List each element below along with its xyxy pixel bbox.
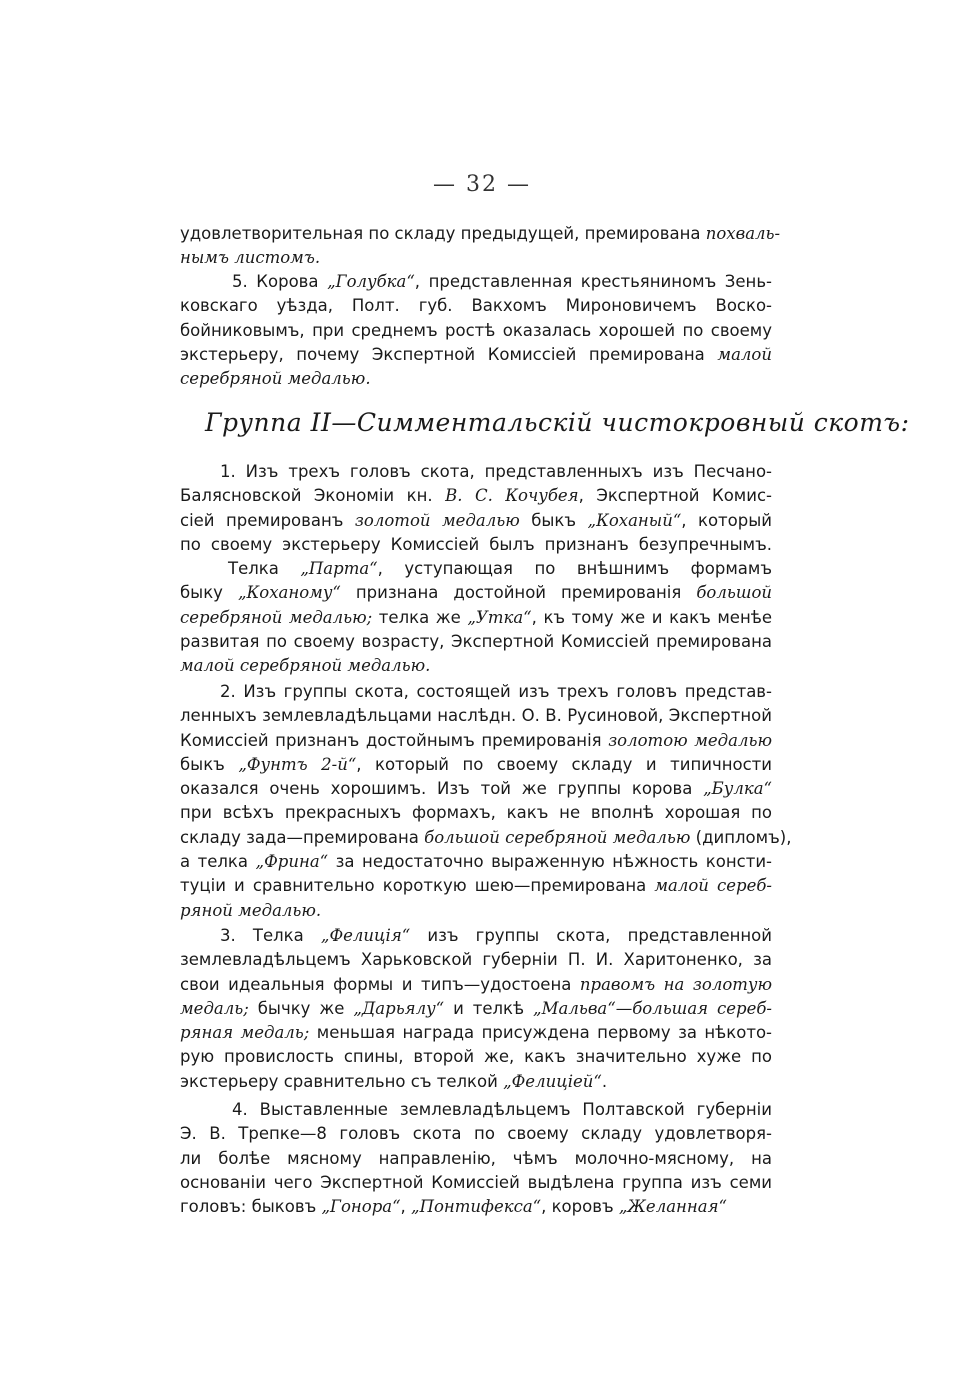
text-run: экстерьеру, почему Экспертной Комиссіей премирована — [180, 344, 718, 364]
text-run: развитая по своему возрасту, Экспертной Комиссіей премирована — [180, 632, 772, 652]
text-line — [180, 1098, 772, 1122]
text-run: быкъ — [180, 754, 239, 774]
paragraph-continuation — [180, 222, 781, 271]
text-run: 1. Изъ трехъ головъ скота, представленныхъ изъ Песчано- — [220, 462, 772, 481]
italic-text: ряная медаль; — [180, 1023, 310, 1043]
paragraph-group-2-item-4 — [180, 1098, 772, 1219]
text-line — [180, 874, 772, 898]
text-run: быку — [180, 583, 238, 603]
text-run: 2. Изъ группы скота, состоящей изъ трехъ головъ представ- — [220, 682, 772, 701]
text-line — [180, 294, 772, 318]
text-run: телка же — [372, 607, 468, 627]
text-run: , который по своему складу и типичности — [356, 754, 772, 774]
text-run: экстерьеру сравнительно съ телкой — [180, 1071, 504, 1091]
italic-text: серебряной медалью; — [180, 607, 373, 627]
text-run: быкъ — [519, 510, 588, 530]
text-run: , Экспертной Комис- — [578, 486, 772, 506]
text-line — [180, 1147, 772, 1171]
text-run: рую провислость спины, второй же, какъ значительно хуже по — [180, 1047, 772, 1067]
text-run: и телкѣ — [444, 998, 534, 1018]
text-line — [180, 654, 772, 678]
italic-text: „Желанная“ — [618, 1197, 727, 1217]
text-run: 5. Корова — [232, 272, 328, 291]
text-line — [180, 484, 772, 508]
text-run: , который — [681, 510, 772, 530]
text-run: ленныхъ землевладѣльцами наслѣдн. О. В. Русиновой, Экспертной — [180, 706, 772, 726]
italic-text: „Понтифекса“ — [411, 1197, 542, 1217]
text-run: , — [400, 1197, 412, 1217]
italic-text: „Фунтъ 2-й“ — [238, 754, 357, 774]
text-run: признана достойной премированія — [340, 583, 697, 603]
text-run: туціи и сравнительно короткую шею—премирована — [180, 876, 655, 896]
text-run: за недостаточно выраженную нѣжность консти- — [328, 852, 772, 872]
text-run: оказался очень хорошимъ. Изъ той же группы корова — [180, 779, 704, 799]
italic-text: ряной медалью. — [180, 900, 322, 920]
paragraph-group-2-item-2 — [180, 680, 792, 923]
text-line — [180, 948, 772, 972]
text-run: удовлетворительная по складу предыдущей, премирована — [180, 224, 706, 243]
text-line — [180, 509, 772, 533]
text-line — [180, 630, 772, 654]
text-line — [180, 1045, 772, 1069]
text-line — [180, 270, 772, 294]
page-number: — 32 — — [433, 172, 531, 197]
text-line — [180, 924, 772, 948]
italic-text: „Фелиція“ — [320, 926, 411, 945]
italic-text: „Парта“ — [300, 559, 378, 579]
text-run: Э. В. Трепке—8 головъ скота по своему складу удовлетворя- — [180, 1124, 772, 1144]
italic-text: серебряной медалью. — [180, 369, 371, 389]
italic-text: большой — [696, 583, 773, 603]
text-run: при всѣхъ прекрасныхъ формахъ, какъ не вполнѣ хорошая по — [180, 803, 772, 823]
paragraph-group-2-item-1 — [180, 460, 772, 679]
text-line — [180, 343, 772, 367]
italic-text: „Гонора“ — [321, 1197, 401, 1217]
text-line — [180, 826, 792, 850]
text-line — [180, 1021, 772, 1045]
text-run: а телка — [180, 852, 256, 872]
italic-text: похваль- — [705, 224, 781, 243]
paragraph-5 — [180, 270, 772, 391]
text-line — [180, 460, 772, 484]
text-line — [180, 246, 772, 270]
italic-text: „Фрина“ — [255, 852, 329, 872]
italic-text: „Фелиціей“ — [503, 1071, 602, 1091]
italic-text: „Коханому“ — [237, 583, 341, 603]
text-run: 3. Телка — [220, 926, 321, 945]
italic-text: „Коханый“ — [587, 510, 682, 530]
text-line — [180, 1070, 772, 1094]
text-run: головъ: быковъ — [180, 1197, 322, 1217]
italic-text: „Голубка“ — [327, 272, 415, 291]
text-run: Балясновской Экономіи кн. — [180, 486, 446, 506]
text-run: по своему экстерьеру Комиссіей былъ признанъ безупречнымъ. — [180, 534, 772, 554]
text-run: , коровъ — [541, 1197, 619, 1217]
italic-text: „Мальва“—большая сереб- — [533, 998, 772, 1018]
paragraph-group-2-item-3 — [180, 924, 772, 1094]
text-line — [180, 753, 772, 777]
italic-text: нымъ листомъ. — [180, 248, 321, 268]
text-line — [180, 581, 772, 605]
text-run: Комиссіей признанъ достойнымъ премированія — [180, 730, 609, 750]
text-run: бычку же — [248, 998, 354, 1018]
text-line — [180, 997, 772, 1021]
text-run: (дипломъ), — [690, 827, 792, 847]
text-line — [180, 680, 772, 704]
text-line — [180, 801, 772, 825]
text-line — [180, 533, 772, 557]
text-line — [180, 222, 781, 246]
text-line — [180, 606, 772, 630]
text-run: , представленная крестьяниномъ Зень- — [414, 272, 772, 291]
text-run: бойниковымъ, при среднемъ ростѣ оказалась хорошей по своему — [180, 320, 772, 340]
text-run: ковскаго уѣзда, Полт. губ. Вакхомъ Мироновичемъ Воско- — [180, 296, 772, 316]
italic-text: большой серебряной медалью — [424, 827, 691, 847]
italic-text: малой сереб- — [654, 876, 773, 896]
text-run: меньшая награда присуждена первому за нѣкото- — [309, 1023, 772, 1043]
text-run: . — [601, 1071, 608, 1091]
italic-text: В. С. Кочубея — [445, 486, 579, 506]
text-run: ли болѣе мясному направленію, чѣмъ молочно-мясному, на — [180, 1148, 772, 1168]
text-run: , къ тому же и какъ менѣе — [531, 607, 772, 627]
text-line — [180, 1171, 772, 1195]
text-line — [180, 777, 772, 801]
italic-text: „Дарьялу“ — [353, 998, 445, 1018]
text-line — [180, 899, 772, 923]
text-line — [180, 1122, 772, 1146]
text-run: сіей премированъ — [180, 510, 355, 530]
italic-text: „Утка“ — [467, 607, 532, 627]
text-line — [180, 704, 772, 728]
text-run: , уступающая по внѣшнимъ формамъ — [377, 559, 772, 579]
section-heading: Группа II—Симментальскій чистокровный скотъ: — [205, 408, 910, 437]
italic-text: золотою медалью — [608, 730, 772, 750]
text-line — [180, 557, 772, 581]
text-run: складу зада—премирована — [180, 827, 425, 847]
text-line — [180, 367, 772, 391]
text-run: землевладѣльцемъ Харьковской губерніи П. И. Харитоненко, за — [180, 950, 772, 970]
text-run: Телка — [228, 559, 301, 579]
italic-text: малой серебряной медалью. — [180, 656, 431, 676]
italic-text: малой — [717, 344, 772, 364]
italic-text: золотой медалью — [354, 510, 520, 530]
text-line — [180, 729, 772, 753]
italic-text: „Булка“ — [703, 779, 772, 799]
text-line — [180, 1195, 772, 1219]
text-run: изъ группы скота, представленной — [410, 926, 772, 945]
text-run: 4. Выставленные землевладѣльцемъ Полтавской губерніи — [232, 1100, 772, 1119]
italic-text: медаль; — [180, 998, 249, 1018]
text-line — [180, 850, 772, 874]
text-run: основаніи чего Экспертной Комиссіей выдѣлена группа изъ семи — [180, 1172, 772, 1192]
italic-text: правомъ на золотую — [579, 974, 772, 994]
text-line — [180, 973, 772, 997]
text-line — [180, 319, 772, 343]
text-run: свои идеальныя формы и типъ—удостоена — [180, 974, 580, 994]
